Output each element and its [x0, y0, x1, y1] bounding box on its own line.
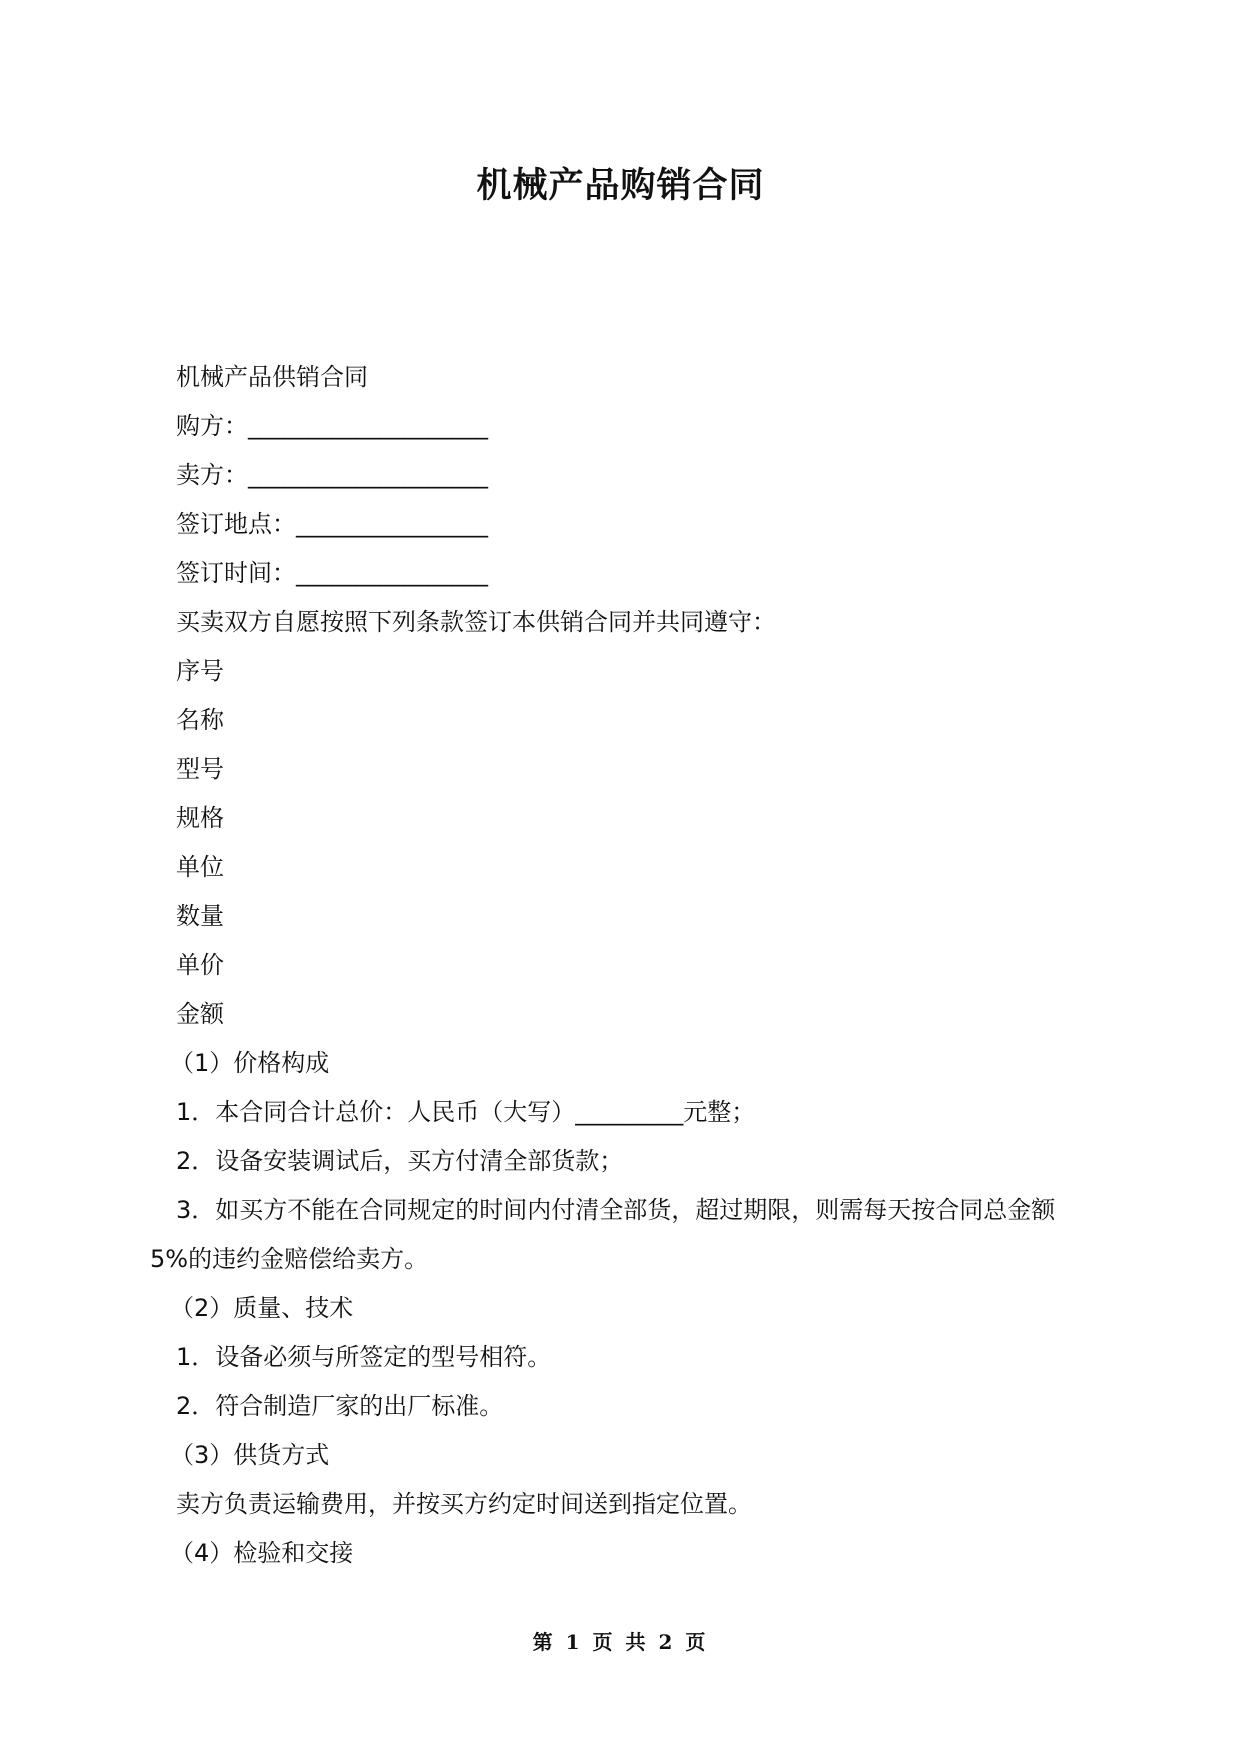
column-name: 名称: [176, 706, 224, 734]
signing-time-field: 签订时间：________________: [176, 559, 488, 587]
price-clause-2: 2．设备安装调试后，买方付清全部货款；: [176, 1147, 624, 1175]
section-quality-heading: （2）质量、技术: [170, 1294, 354, 1322]
section-price-heading: （1）价格构成: [170, 1049, 330, 1077]
price-clause-3-line2: 5%的违约金赔偿给卖方。: [150, 1245, 429, 1273]
quality-clause-1: 1．设备必须与所签定的型号相符。: [176, 1343, 552, 1371]
signing-place-field: 签订地点：________________: [176, 510, 488, 538]
seller-field: 卖方：____________________: [176, 461, 488, 489]
quality-clause-2: 2．符合制造厂家的出厂标准。: [176, 1392, 504, 1420]
document-title: 机械产品购销合同: [476, 166, 765, 206]
contract-body: [150, 353, 1100, 1578]
section-inspection-heading: （4）检验和交接: [170, 1539, 354, 1567]
price-clause-3: [150, 1186, 1100, 1284]
price-clause-3-line1: 3．如买方不能在合同规定的时间内付清全部货，超过期限，则需每天按合同总金额: [176, 1196, 1056, 1224]
column-unit: 单位: [176, 853, 224, 881]
column-unit-price: 单价: [176, 951, 224, 979]
contract-subtitle: 机械产品供销合同: [176, 363, 368, 391]
supply-clause: 卖方负责运输费用，并按买方约定时间送到指定位置。: [176, 1490, 752, 1518]
column-quantity: 数量: [176, 902, 224, 930]
column-amount: 金额: [176, 1000, 224, 1028]
column-model: 型号: [176, 755, 224, 783]
agreement-intro: 买卖双方自愿按照下列条款签订本供销合同并共同遵守：: [176, 608, 776, 636]
column-serial-number: 序号: [176, 657, 224, 685]
page-number: 第 1 页 共 2 页: [532, 1630, 709, 1654]
buyer-field: 购方：____________________: [176, 412, 488, 440]
price-clause-1: 1．本合同合计总价：人民币（大写）_________元整；: [176, 1098, 756, 1126]
column-specification: 规格: [176, 804, 224, 832]
section-supply-heading: （3）供货方式: [170, 1441, 330, 1469]
